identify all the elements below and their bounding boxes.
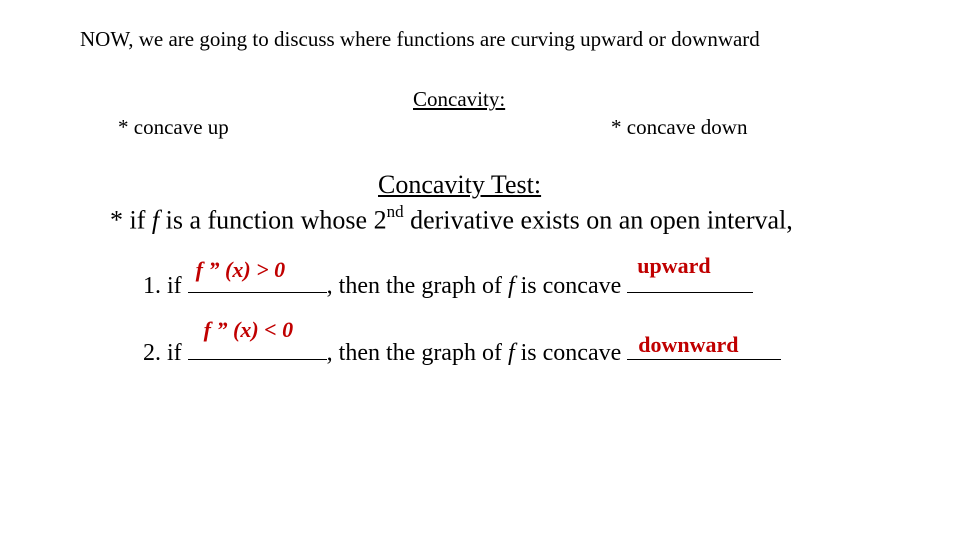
- rule-2-middle: , then the graph of: [326, 340, 508, 366]
- rule-1-suffix: is concave: [514, 273, 628, 299]
- rule-1-function-symbol: f: [507, 273, 515, 299]
- rule-1-condition-blank: [188, 257, 327, 293]
- intro-text: NOW, we are going to discuss where functions are curving upward or downward: [80, 27, 760, 51]
- concavity-test-heading: Concavity Test:: [378, 170, 542, 199]
- rule-1-answer: upward: [637, 253, 711, 278]
- condition-middle: is a function whose 2: [159, 205, 387, 235]
- rule-2-answer: downward: [638, 332, 739, 357]
- function-symbol: f: [151, 205, 160, 235]
- condition-prefix: * if: [110, 205, 152, 235]
- rule-1-middle: , then the graph of: [326, 273, 508, 299]
- rule-2-condition-answer: f ” (x) < 0: [203, 317, 294, 342]
- concave-down-label: * concave down: [611, 115, 748, 139]
- rule-2-function-symbol: f: [507, 340, 515, 366]
- concave-up-label: * concave up: [118, 115, 229, 139]
- ordinal-superscript: nd: [386, 202, 404, 221]
- condition-suffix: derivative exists on an open interval,: [403, 205, 793, 235]
- rule-1-prefix: 1. if: [143, 273, 188, 299]
- rule-1: [143, 253, 753, 300]
- rule-2-suffix: is concave: [514, 340, 628, 366]
- rule-2-answer-blank: [627, 332, 781, 360]
- rule-2-condition-blank: [188, 317, 327, 360]
- concavity-heading: Concavity:: [413, 87, 506, 111]
- rule-2: [143, 317, 781, 367]
- rule-1-condition-answer: f ” (x) > 0: [195, 257, 286, 282]
- rule-2-prefix: 2. if: [143, 340, 188, 366]
- concavity-test-condition: [110, 204, 793, 236]
- rule-1-answer-blank: [627, 253, 753, 293]
